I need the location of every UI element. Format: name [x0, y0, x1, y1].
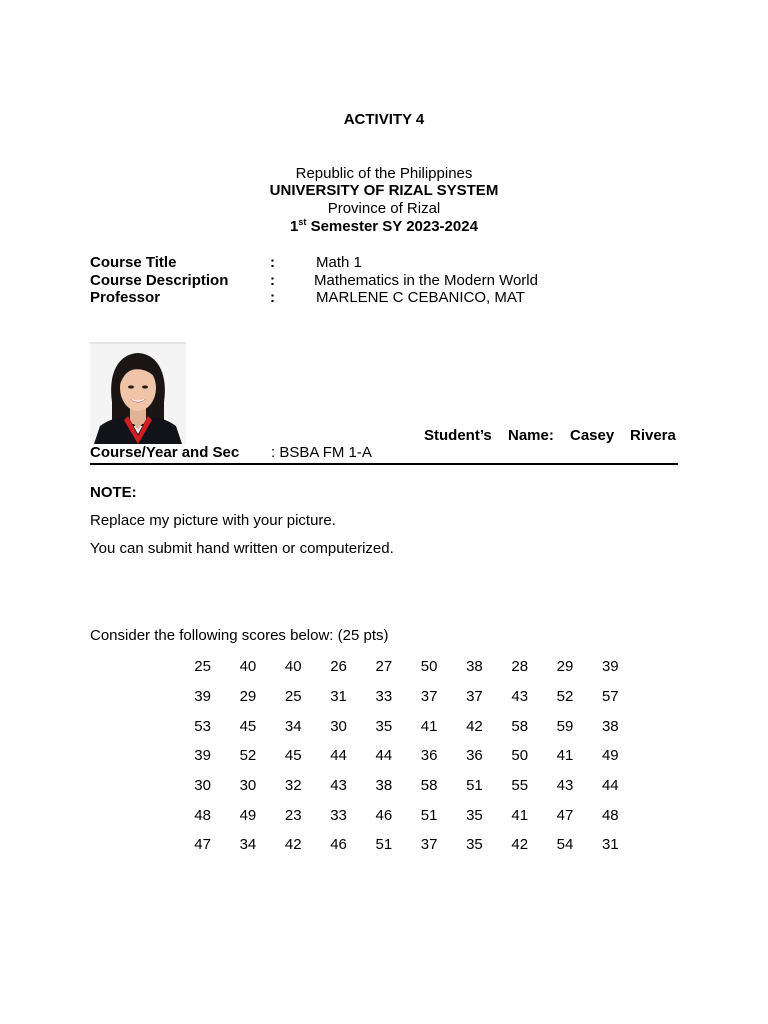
professor-value: MARLENE C CEBANICO, MAT	[316, 289, 525, 306]
score-cell: 47	[194, 836, 211, 854]
score-cell: 51	[466, 777, 483, 795]
score-cell: 40	[239, 658, 257, 676]
table-row	[180, 711, 633, 741]
score-cell: 32	[284, 777, 302, 795]
score-cell: 48	[194, 806, 211, 824]
score-cell: 31	[601, 836, 619, 854]
score-cell: 25	[284, 688, 302, 706]
table-row	[180, 682, 633, 712]
score-cell: 41	[420, 717, 438, 735]
score-cell: 38	[601, 717, 619, 735]
score-cell: 44	[330, 747, 347, 765]
province-line: Province of Rizal	[327, 200, 441, 217]
portrait-image	[90, 344, 186, 444]
score-cell: 42	[511, 836, 529, 854]
table-row	[180, 800, 633, 830]
score-cell: 57	[601, 688, 619, 706]
semester-suffix: st	[298, 217, 307, 227]
score-cell: 51	[375, 836, 393, 854]
score-cell: 38	[466, 658, 483, 676]
score-cell: 49	[239, 806, 257, 824]
score-cell: 39	[194, 688, 211, 706]
student-label-word2: Name:	[508, 427, 554, 444]
table-row	[180, 830, 633, 860]
course-description-value: Mathematics in the Modern World	[314, 272, 538, 289]
score-cell: 50	[420, 658, 438, 676]
score-cell: 54	[556, 836, 574, 854]
score-cell: 42	[466, 717, 483, 735]
score-cell: 58	[420, 777, 438, 795]
student-label-word1: Student’s	[424, 427, 492, 444]
score-cell: 31	[330, 688, 347, 706]
score-cell: 23	[284, 806, 302, 824]
score-cell: 30	[239, 777, 257, 795]
course-description-colon: :	[270, 272, 275, 289]
semester-ordinal: 1	[290, 218, 299, 235]
course-year-section-label: Course/Year and Sec	[90, 444, 240, 461]
score-cell: 37	[420, 836, 438, 854]
course-title-value: Math 1	[316, 254, 362, 271]
score-cell: 27	[375, 658, 393, 676]
score-cell: 25	[194, 658, 211, 676]
professor-colon: :	[270, 289, 275, 306]
score-cell: 45	[284, 747, 302, 765]
score-cell: 34	[239, 836, 257, 854]
score-cell: 35	[466, 806, 483, 824]
note-line-1: Replace my picture with your picture.	[90, 512, 336, 529]
score-cell: 46	[375, 806, 393, 824]
course-title-label: Course Title	[90, 254, 177, 271]
score-cell: 37	[420, 688, 438, 706]
score-cell: 49	[601, 747, 619, 765]
score-cell: 44	[601, 777, 619, 795]
note-line-2: You can submit hand written or computerized.	[90, 540, 394, 557]
score-cell: 33	[330, 806, 347, 824]
score-cell: 46	[330, 836, 347, 854]
course-description-label: Course Description	[90, 272, 229, 289]
student-last-name: Rivera	[630, 427, 676, 444]
score-cell: 33	[375, 688, 393, 706]
course-year-section-value: : BSBA FM 1-A	[271, 444, 372, 461]
university-name: UNIVERSITY OF RIZAL SYSTEM	[269, 182, 499, 199]
semester-line	[0, 218, 768, 235]
score-cell: 30	[330, 717, 347, 735]
score-cell: 36	[466, 747, 483, 765]
scores-intro: Consider the following scores below: (25 pts)	[90, 627, 389, 644]
course-title-colon: :	[270, 254, 275, 271]
horizontal-rule	[90, 463, 678, 465]
scores-table	[180, 652, 633, 860]
score-cell: 52	[239, 747, 257, 765]
score-cell: 52	[556, 688, 574, 706]
table-row	[180, 741, 633, 771]
score-cell: 43	[330, 777, 347, 795]
score-cell: 43	[511, 688, 529, 706]
score-cell: 29	[239, 688, 257, 706]
score-cell: 45	[239, 717, 257, 735]
score-cell: 44	[375, 747, 393, 765]
score-cell: 35	[466, 836, 483, 854]
score-cell: 41	[511, 806, 529, 824]
score-cell: 34	[284, 717, 302, 735]
student-photo	[90, 342, 186, 444]
table-row	[180, 771, 633, 801]
score-cell: 29	[556, 658, 574, 676]
student-first-name: Casey	[570, 427, 615, 444]
professor-label: Professor	[90, 289, 161, 306]
republic-line: Republic of the Philippines	[295, 165, 473, 182]
score-cell: 36	[420, 747, 438, 765]
score-cell: 30	[194, 777, 211, 795]
activity-title: ACTIVITY 4	[343, 111, 425, 128]
score-cell: 47	[556, 806, 574, 824]
score-cell: 35	[375, 717, 393, 735]
semester-rest: Semester SY 2023-2024	[306, 218, 478, 235]
score-cell: 59	[556, 717, 574, 735]
score-cell: 50	[511, 747, 529, 765]
score-cell: 37	[466, 688, 483, 706]
score-cell: 55	[511, 777, 529, 795]
score-cell: 28	[511, 658, 529, 676]
score-cell: 43	[556, 777, 574, 795]
score-cell: 39	[601, 658, 619, 676]
score-cell: 42	[284, 836, 302, 854]
score-cell: 41	[556, 747, 574, 765]
score-cell: 26	[330, 658, 347, 676]
score-cell: 39	[194, 747, 211, 765]
score-cell: 40	[284, 658, 302, 676]
score-cell: 51	[420, 806, 438, 824]
score-cell: 48	[601, 806, 619, 824]
table-row	[180, 652, 633, 682]
score-cell: 38	[375, 777, 393, 795]
note-title: NOTE:	[90, 484, 137, 501]
score-cell: 58	[511, 717, 529, 735]
score-cell: 53	[194, 717, 211, 735]
